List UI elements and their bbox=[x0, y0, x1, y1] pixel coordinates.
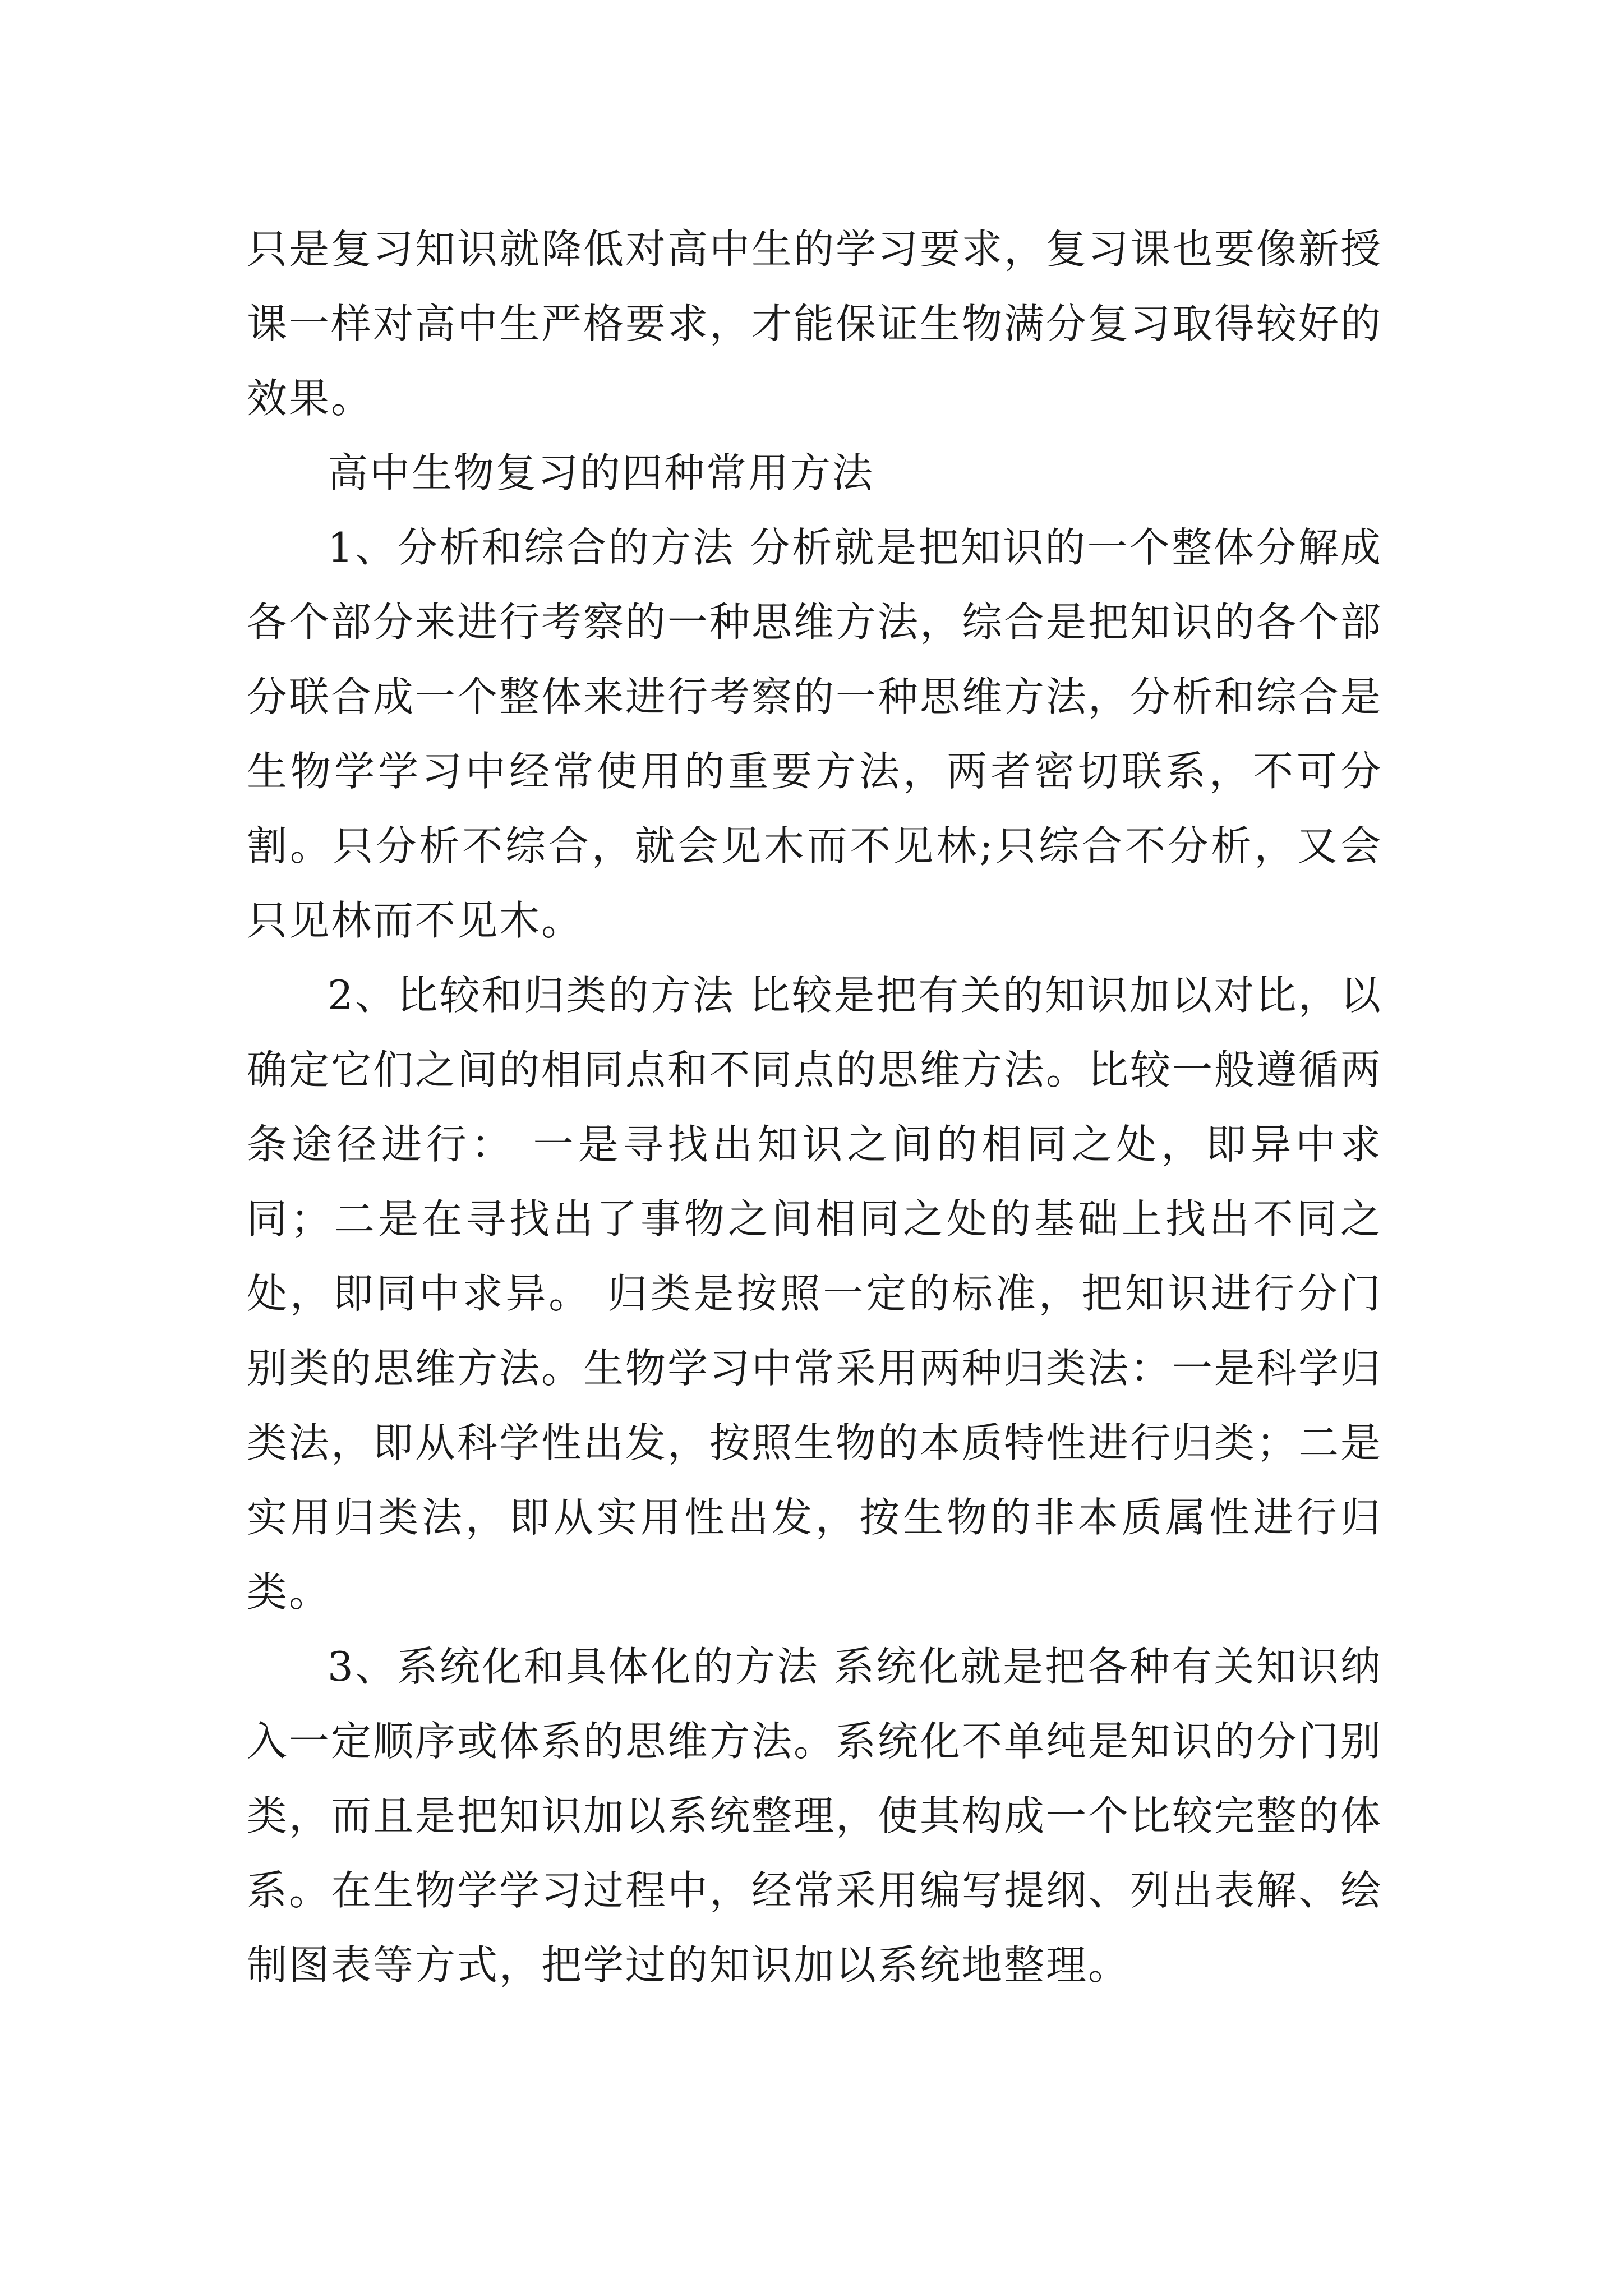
paragraph-method-1: 1、分析和综合的方法 分析就是把知识的一个整体分解成各个部分来进行考察的一种思维方法，综合是把知识的各个部分联合成一个整体来进行考察的一种思维方法，分析和综合是生物学学习中经常使用的重要方法，两者密切联系，不可分割。只分析不综合，就会见木而不见林;只综合不分析，又会只见林而不见木。 bbox=[247, 524, 1383, 944]
paragraph-continuation: 只是复习知识就降低对高中生的学习要求，复习课也要像新授课一样对高中生严格要求，才能保证生物满分复习取得较好的效果。 bbox=[247, 226, 1383, 422]
body-text bbox=[247, 212, 1382, 2003]
paragraph-method-3: 3、系统化和具体化的方法 系统化就是把各种有关知识纳入一定顺序或体系的思维方法。系统化不单纯是知识的分门别类，而且是把知识加以系统整理，使其构成一个比较完整的体系。在生物学学习过程中，经常采用编写提纲、列出表解、绘制图表等方式，把学过的知识加以系统地整理。 bbox=[247, 1643, 1383, 1989]
section-heading: 高中生物复习的四种常用方法 bbox=[328, 449, 875, 496]
paragraph-method-2: 2、比较和归类的方法 比较是把有关的知识加以对比，以确定它们之间的相同点和不同点的思维方法。比较一般遵循两条途径进行： 一是寻找出知识之间的相同之处，即异中求同；二是在寻找出了事物之间相同之处的基础上找出不同之处，即同中求异。 归类是按照一定的标准，把知识进行分门别类的思维方法。生物学习中常采用两种归类法：一是科学归类法，即从科学性出发，按照生物的本质特性进行归类；二是实用归类法，即从实用性出发，按生物的非本质属性进行归类。 bbox=[247, 972, 1383, 1616]
